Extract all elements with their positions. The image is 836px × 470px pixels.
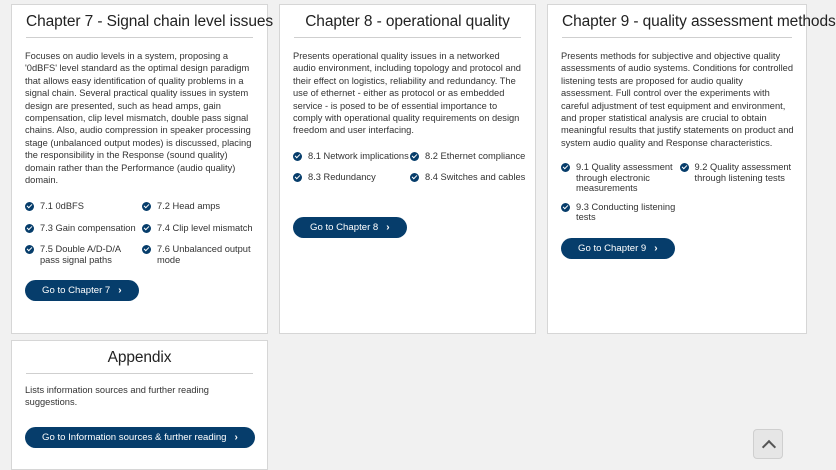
chevron-right-icon: › [654, 243, 658, 254]
go-to-chapter-9-button[interactable] [561, 238, 675, 259]
button-label: Go to Chapter 8 [310, 222, 379, 233]
chapter-8-card [279, 4, 536, 334]
topic-item[interactable] [142, 223, 259, 234]
card-title: Chapter 8 - operational quality [294, 13, 521, 38]
topic-item[interactable] [25, 244, 142, 265]
topic-label: 9.1 Quality assessment through electronic measurements [576, 162, 673, 193]
topic-item[interactable] [25, 201, 142, 212]
topic-item[interactable] [410, 172, 527, 183]
topic-label: 8.4 Switches and cables [425, 171, 526, 182]
topic-label: 7.4 Clip level mismatch [157, 222, 253, 233]
button-label: Go to Chapter 7 [42, 285, 111, 296]
topic-list [293, 151, 527, 182]
topic-label: 7.1 0dBFS [40, 201, 84, 211]
check-circle-icon [142, 202, 151, 211]
check-circle-icon [561, 203, 570, 212]
topic-label: 9.3 Conducting listening tests [576, 201, 676, 222]
topic-item[interactable] [142, 201, 259, 212]
go-to-chapter-8-button[interactable] [293, 217, 407, 238]
topic-item[interactable] [142, 244, 259, 265]
topic-list [561, 162, 798, 223]
check-circle-icon [25, 202, 34, 211]
card-description: Presents operational quality issues in a networked audio environment, including topology and protocol and their effect on logistics, reliability and redundancy. The use of ethernet - either as protocol or as embedded service - is posed to be of essential importance to comply with operational quality requirements on design freedom and user interfacing. [293, 51, 521, 136]
chevron-right-icon: › [118, 285, 122, 296]
topic-item[interactable] [293, 151, 410, 162]
topic-label: 7.5 Double A/D-D/A pass signal paths [40, 244, 121, 265]
topic-item[interactable] [293, 172, 410, 183]
topic-label: 8.3 Redundancy [308, 171, 376, 182]
check-circle-icon [25, 245, 34, 254]
topic-label: 9.2 Quality assessment through listening tests [694, 162, 792, 183]
card-title: Chapter 7 - Signal chain level issues [26, 13, 253, 38]
check-circle-icon [410, 152, 419, 161]
check-circle-icon [293, 152, 302, 161]
check-circle-icon [680, 163, 689, 172]
check-circle-icon [142, 245, 151, 254]
check-circle-icon [25, 224, 34, 233]
go-to-information-sources-button[interactable] [25, 427, 255, 448]
chapter-7-card [11, 4, 274, 334]
check-circle-icon [293, 173, 302, 182]
topic-label: 7.3 Gain compensation [40, 222, 136, 233]
scroll-to-top-button[interactable] [753, 429, 783, 459]
card-description: Focuses on audio levels in a system, proposing a '0dBFS' level standard as the optimal design paradigm that allows easy identification of quality problems in a signal chain. Several practical quality issues in system design are presented, such as head amps, gain compensation, clip level mismatch, double pass signal chains. Also, audio compression in speaker processing stage (unbalanced output modes) is discussed, placing the responsibility in the Response (sound quality) domain rather than the Performance (audio quality) domain. [25, 51, 252, 186]
topic-item[interactable] [410, 151, 527, 162]
topic-list [25, 201, 259, 265]
chevron-right-icon: › [386, 222, 390, 233]
chevron-right-icon: › [234, 432, 238, 443]
appendix-card [11, 340, 268, 470]
topic-item[interactable] [680, 162, 799, 194]
card-description: Lists information sources and further reading suggestions. [25, 385, 209, 408]
check-circle-icon [410, 173, 419, 182]
check-circle-icon [142, 224, 151, 233]
card-title: Chapter 9 - quality assessment methods [562, 13, 792, 38]
topic-item[interactable] [561, 202, 680, 223]
chapter-9-card [547, 4, 836, 334]
topic-item[interactable] [561, 162, 680, 194]
button-label: Go to Chapter 9 [578, 243, 647, 254]
topic-label: 8.1 Network implications [308, 151, 409, 161]
topic-label: 8.2 Ethernet compliance [425, 151, 526, 161]
card-description: Presents methods for subjective and objective quality assessments of audio systems. Conditions for controlled listening tests are proposed for audio quality assessment. Full control over the experiments with careful adjustment of test equipment and environment, and proper statistical analysis are crucial to obtain meaningful results that justify statements on product and system audio quality and Response characteristics. [561, 51, 794, 148]
check-circle-icon [561, 163, 570, 172]
go-to-chapter-7-button[interactable] [25, 280, 139, 301]
topic-label: 7.2 Head amps [157, 201, 221, 211]
topic-label: 7.6 Unbalanced output mode [157, 244, 251, 265]
button-label: Go to Information sources & further reading [42, 432, 227, 443]
card-title: Appendix [26, 349, 253, 374]
topic-item[interactable] [25, 223, 142, 234]
